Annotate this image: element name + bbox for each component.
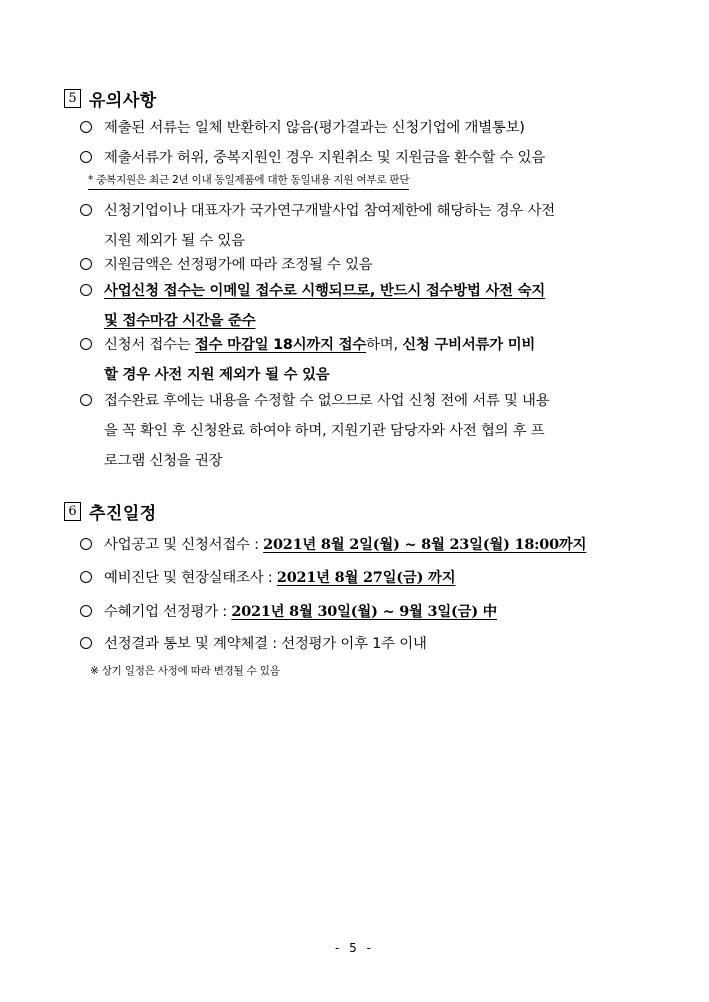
notice-item-7: 접수완료 후에는 내용을 수정할 수 없으므로 사업 신청 전에 서류 및 내용 을 꼭 확인 후 신청완료 하여야 하며, 지원기관 담당자와 사전 협의 후 프 로그램 신청을 권장 (80, 386, 660, 476)
circle-bullet-icon (80, 571, 92, 583)
circle-bullet-icon (80, 394, 92, 406)
duplicate-support-note: * 중복지원은 최근 2년 이내 동일제품에 대한 동일내용 지원 여부로 판단 (88, 172, 409, 190)
notice-item-3: 신청기업이나 대표자가 국가연구개발사업 참여제한에 해당하는 경우 사전 지원 제외가 될 수 있음 (80, 196, 660, 256)
section-6-title: 추진일정 (89, 504, 157, 524)
notice-item-6: 신청서 접수는 접수 마감일 18시까지 접수하며, 신청 구비서류가 미비 할 경우 사전 지원 제외가 될 수 있음 (80, 330, 660, 390)
section-5-heading (64, 86, 157, 111)
section-5-title: 유의사항 (89, 91, 157, 111)
circle-bullet-icon (80, 284, 92, 296)
schedule-item-3: 수혜기업 선정평가 : 2021년 8월 30일(월) ~ 9월 3일(금) 中 (80, 597, 660, 627)
notice-item-2: 제출서류가 허위, 중복지원인 경우 지원취소 및 지원금을 환수할 수 있음 (80, 143, 660, 173)
circle-bullet-icon (80, 637, 92, 649)
circle-bullet-icon (80, 538, 92, 550)
circle-bullet-icon (80, 121, 92, 133)
circle-bullet-icon (80, 151, 92, 163)
schedule-item-2: 예비진단 및 현장실태조사 : 2021년 8월 27일(금) 까지 (80, 563, 660, 593)
schedule-item-1: 사업공고 및 신청서접수 : 2021년 8월 2일(월) ~ 8월 23일(월) 18:00까지 (80, 530, 660, 560)
circle-bullet-icon (80, 605, 92, 617)
section-6-number: 6 (64, 502, 81, 521)
notice-item-4: 지원금액은 선정평가에 따라 조정될 수 있음 (80, 250, 660, 280)
notice-item-1: 제출된 서류는 일체 반환하지 않음(평가결과는 신청기업에 개별통보) (80, 113, 660, 143)
schedule-item-4: 선정결과 통보 및 계약체결 : 선정평가 이후 1주 이내 (80, 629, 660, 659)
section-5-number: 5 (64, 89, 81, 108)
circle-bullet-icon (80, 204, 92, 216)
notice-item-5: 사업신청 접수는 이메일 접수로 시행되므로, 반드시 접수방법 사전 숙지 및 접수마감 시간을 준수 (80, 276, 660, 336)
page-number: - 5 - (335, 941, 374, 955)
schedule-change-note: ※ 상기 일정은 사정에 따라 변경될 수 있음 (90, 665, 280, 677)
circle-bullet-icon (80, 338, 92, 350)
circle-bullet-icon (80, 258, 92, 270)
section-6-heading (64, 499, 157, 524)
